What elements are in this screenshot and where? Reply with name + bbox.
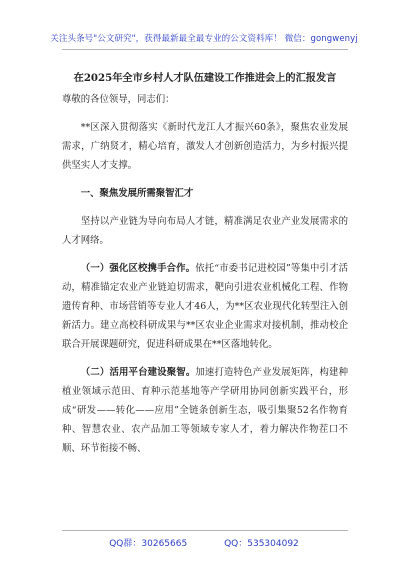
header-divider bbox=[62, 49, 348, 50]
item-2-body: 加速打造特色产业发展矩阵，构建种植业领域示范田、育种示范基地等产学研用协同创新实践平台，形成“研发——转化——应用”全链条创新生态，吸引集聚52名作物育种、智慧农业、农产品加工等领域专家人才，着力解决作物茬口不顺、环节衔接不畅、 bbox=[62, 367, 348, 454]
footer-qq-group: QQ群：30265665 bbox=[109, 539, 188, 549]
footer-qq: QQ：535304092 bbox=[224, 539, 299, 549]
item-1-paragraph bbox=[62, 259, 348, 354]
document-title: 在2025年全市乡村人才队伍建设工作推进会上的汇报发言 bbox=[73, 72, 337, 84]
section-1-intro: 坚持以产业链为导向布局人才链，精准满足农业产业发展需求的人才网络。 bbox=[62, 216, 348, 246]
section-1-heading: 一、聚焦发展所需聚智汇才 bbox=[80, 188, 194, 199]
item-2-paragraph bbox=[62, 363, 348, 458]
item-2-lead: （二）活用平台建设聚智。 bbox=[80, 367, 196, 378]
intro-paragraph: **区深入贯彻落实《新时代龙江人才振兴60条》，聚焦农业发展需求，广纳贤才，精心培育，激发人才创新创造活力，为乡村振兴提供坚实人才支撑。 bbox=[62, 122, 348, 171]
footer-contact bbox=[0, 536, 408, 549]
salutation: 尊敬的各位领导，同志们： bbox=[62, 94, 175, 105]
document-body bbox=[62, 68, 348, 467]
item-1-lead: （一）强化区校携手合作。 bbox=[80, 263, 196, 274]
footer-divider bbox=[62, 530, 348, 531]
header-notice: 关注头条号"公文研究"，获得最新最全最专业的公文资料库！ 微信：gongwenyj bbox=[50, 34, 358, 44]
item-1-body: 依托“市委书记进校园”等集中引才活动，精准锚定农业产业链迫切需求，靶向引进农业机械化工程、作物遗传育种、市场营销等专业人才46人，为**区农业现代化转型注入创新活力。建立高校科研成果与**区农业企业需求对接机制，推动校企联合开展课题研究，促进科研成果在**区落地转化。 bbox=[62, 263, 348, 350]
